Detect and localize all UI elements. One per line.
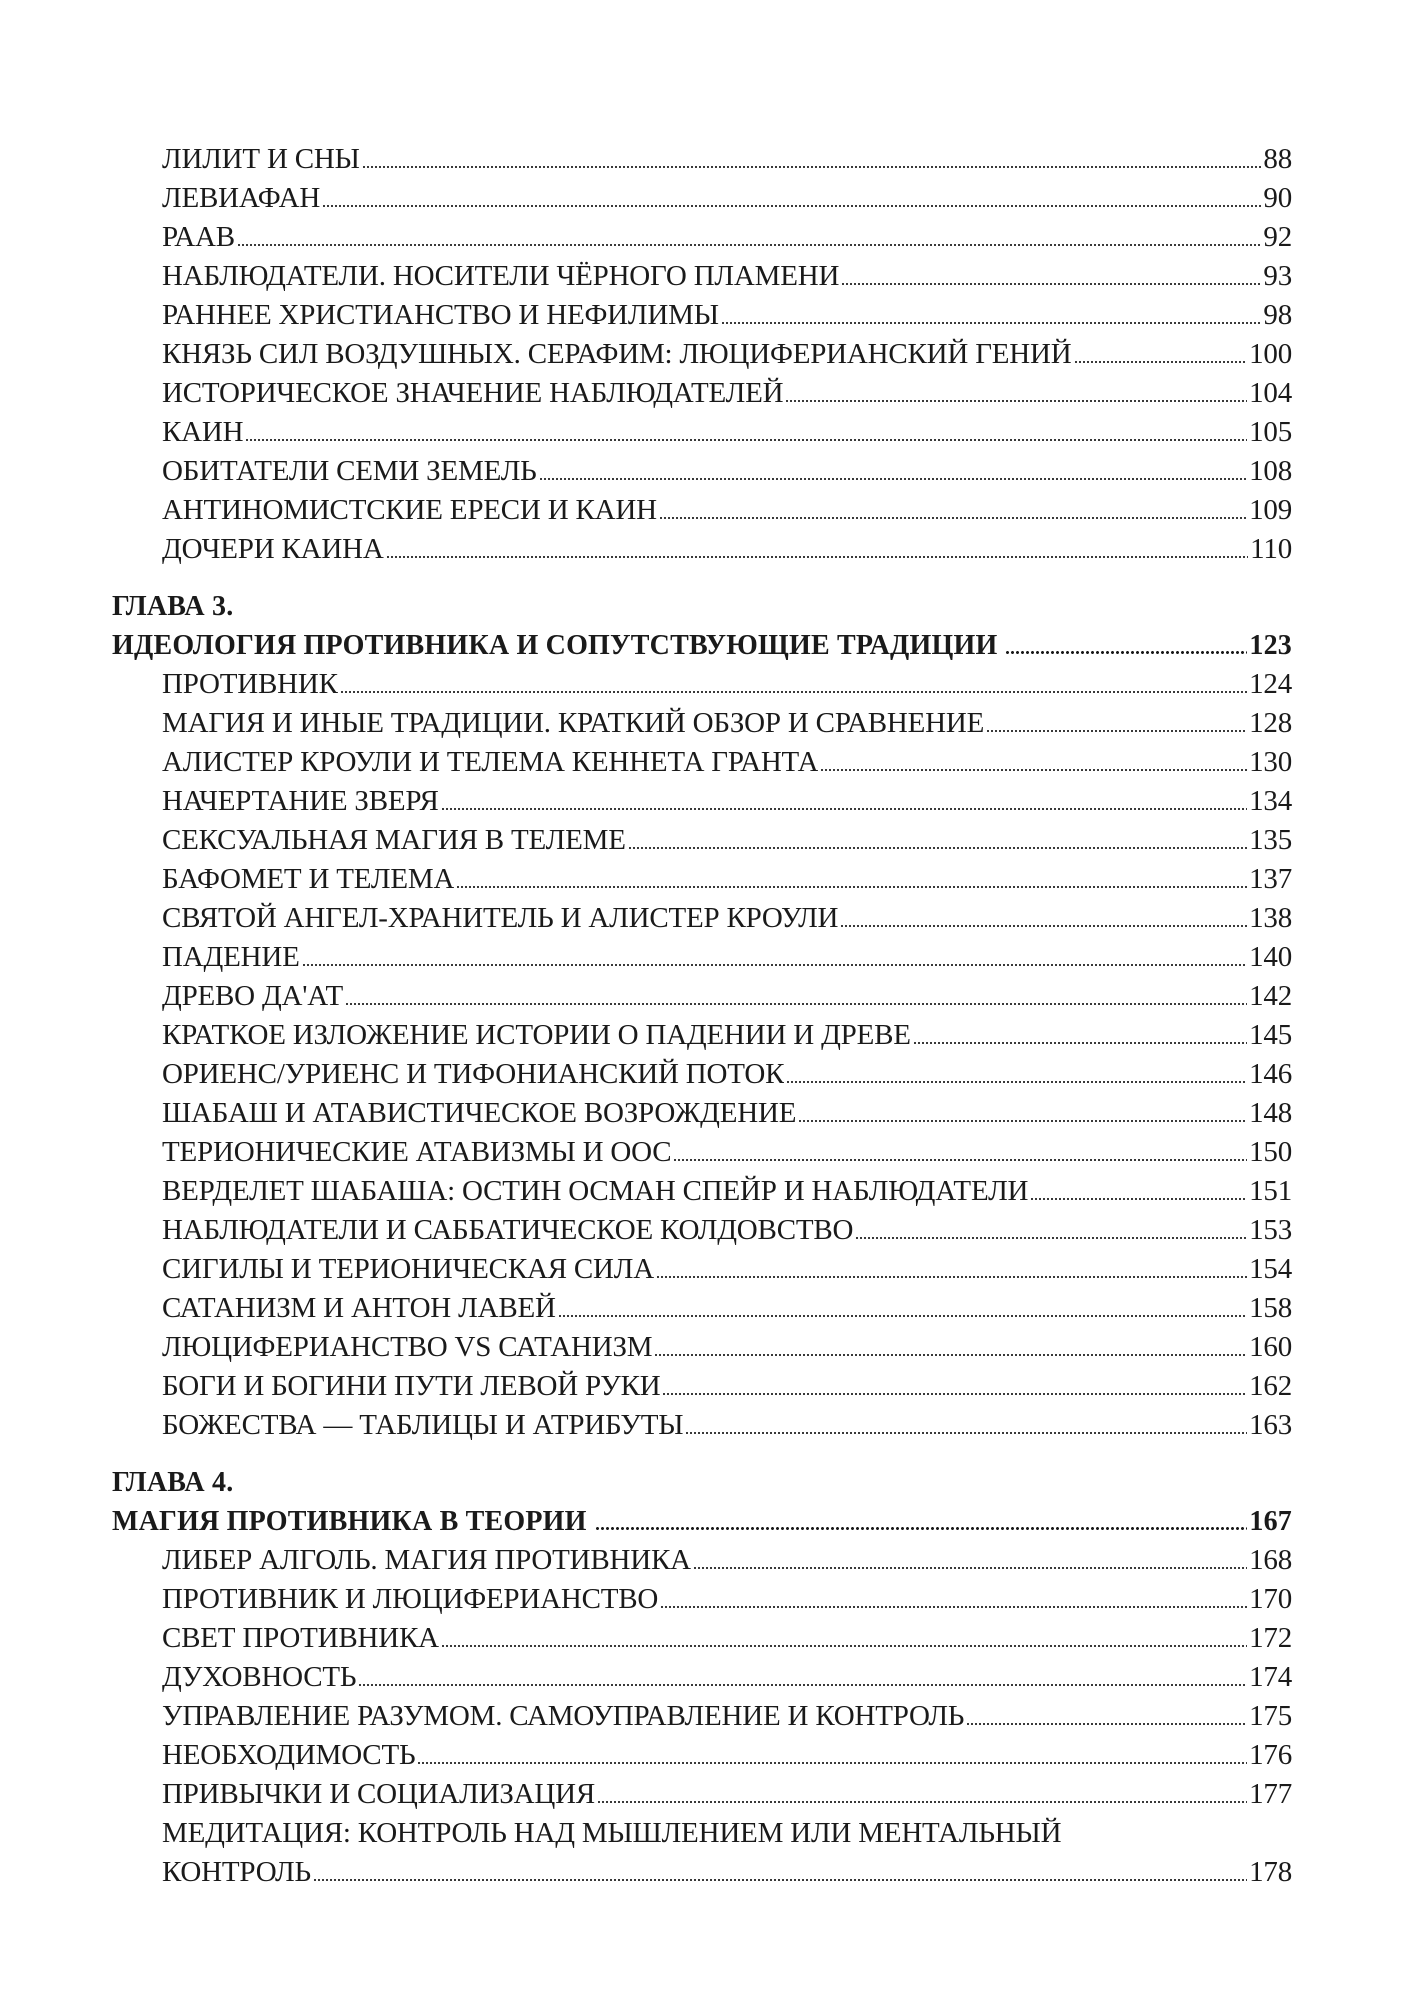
- entry-page: 108: [1249, 455, 1292, 487]
- entry-page: 140: [1249, 941, 1292, 973]
- entry-page: 92: [1263, 221, 1292, 253]
- toc-entry[interactable]: [112, 179, 1292, 218]
- chapter-page: 123: [1249, 630, 1292, 661]
- entry-page: 163: [1249, 1409, 1292, 1441]
- chapter-title: МАГИЯ ПРОТИВНИКА В ТЕОРИИ: [112, 1506, 587, 1537]
- dot-leader: [597, 1800, 1247, 1804]
- toc-entry[interactable]: [112, 1367, 1292, 1406]
- entry-page: 90: [1263, 182, 1292, 214]
- toc-entry[interactable]: [112, 743, 1292, 782]
- entry-title: МАГИЯ И ИНЫЕ ТРАДИЦИИ. КРАТКИЙ ОБЗОР И СРАВНЕНИЕ: [162, 707, 985, 739]
- dot-leader: [1074, 360, 1248, 364]
- toc-entry[interactable]: [112, 782, 1292, 821]
- dot-leader: [660, 1605, 1247, 1609]
- dot-leader: [302, 963, 1248, 967]
- entry-title: АЛИСТЕР КРОУЛИ И ТЕЛЕМА КЕННЕТА ГРАНТА: [162, 746, 819, 778]
- toc-entry[interactable]: [112, 296, 1292, 335]
- entry-title: ЛИБЕР АЛГОЛЬ. МАГИЯ ПРОТИВНИКА: [162, 1544, 691, 1576]
- toc-entry[interactable]: [112, 335, 1292, 374]
- entry-page: 100: [1249, 338, 1292, 370]
- entry-page: 93: [1263, 260, 1292, 292]
- dot-leader: [362, 165, 1262, 169]
- toc-entry[interactable]: [112, 899, 1292, 938]
- toc-entry[interactable]: [112, 1619, 1292, 1658]
- toc-entry[interactable]: [112, 1697, 1292, 1736]
- entry-title: СВЕТ ПРОТИВНИКА: [162, 1622, 439, 1654]
- entry-title: НАБЛЮДАТЕЛИ И САББАТИЧЕСКОЕ КОЛДОВСТВО: [162, 1214, 854, 1246]
- chapter-title: ИДЕОЛОГИЯ ПРОТИВНИКА И СОПУТСТВУЮЩИЕ ТРАДИЦИИ: [112, 630, 998, 661]
- dot-leader: [245, 438, 1247, 442]
- intro-entries: [112, 140, 1292, 569]
- toc-entry[interactable]: [112, 938, 1292, 977]
- entry-title: ПАДЕНИЕ: [162, 941, 300, 973]
- entry-page: 160: [1249, 1331, 1292, 1363]
- dot-leader: [558, 1314, 1247, 1318]
- dot-leader: [820, 768, 1247, 772]
- entry-page: 130: [1249, 746, 1292, 778]
- toc-entry[interactable]: [112, 1055, 1292, 1094]
- entry-title: ДОЧЕРИ КАИНА: [162, 533, 384, 565]
- entry-page: 105: [1249, 416, 1292, 448]
- entry-page: 104: [1249, 377, 1292, 409]
- entry-title: БАФОМЕТ И ТЕЛЕМА: [162, 863, 455, 895]
- entry-title: ДРЕВО ДА'АТ: [162, 980, 344, 1012]
- entry-title: НЕОБХОДИМОСТЬ: [162, 1739, 416, 1771]
- entry-title: НАЧЕРТАНИЕ ЗВЕРЯ: [162, 785, 439, 817]
- entry-title-line2: КОНТРОЛЬ: [162, 1856, 311, 1888]
- chapter-4-entries: [112, 1541, 1292, 1814]
- toc-entry[interactable]: [112, 1289, 1292, 1328]
- toc-entry[interactable]: [112, 704, 1292, 743]
- toc-entry[interactable]: [112, 257, 1292, 296]
- entry-page: 154: [1249, 1253, 1292, 1285]
- toc-entry[interactable]: [112, 374, 1292, 413]
- toc-entry[interactable]: [112, 530, 1292, 569]
- toc-entry[interactable]: [112, 452, 1292, 491]
- entry-page: 128: [1249, 707, 1292, 739]
- entry-line2: [162, 1853, 1292, 1892]
- entry-title: СИГИЛЫ И ТЕРИОНИЧЕСКАЯ СИЛА: [162, 1253, 655, 1285]
- entry-title: РАННЕЕ ХРИСТИАНСТВО И НЕФИЛИМЫ: [162, 299, 719, 331]
- entry-page: 137: [1249, 863, 1292, 895]
- toc-entry[interactable]: [112, 860, 1292, 899]
- toc-entry[interactable]: [112, 1775, 1292, 1814]
- entry-title: БОЖЕСТВА — ТАБЛИЦЫ И АТРИБУТЫ: [162, 1409, 684, 1441]
- dot-leader: [659, 516, 1247, 520]
- chapter-title-line[interactable]: [112, 1502, 1292, 1541]
- dot-leader: [855, 1236, 1247, 1240]
- dot-leader: [656, 1275, 1247, 1279]
- chapter-4: [112, 1463, 1292, 1541]
- entry-page: 168: [1249, 1544, 1292, 1576]
- dot-leader: [654, 1353, 1247, 1357]
- entry-title: ПРИВЫЧКИ И СОЦИАЛИЗАЦИЯ: [162, 1778, 596, 1810]
- entry-page: 176: [1249, 1739, 1292, 1771]
- entry-page: 88: [1263, 143, 1292, 175]
- chapter-3-entries: [112, 665, 1292, 1445]
- entry-title: АНТИНОМИСТСКИЕ ЕРЕСИ И КАИН: [162, 494, 657, 526]
- toc-entry[interactable]: [112, 218, 1292, 257]
- entry-title: ЛЮЦИФЕРИАНСТВО VS САТАНИЗМ: [162, 1331, 653, 1363]
- chapter-label: ГЛАВА 4.: [112, 1467, 234, 1498]
- toc-entry[interactable]: [112, 1580, 1292, 1619]
- dot-leader: [662, 1392, 1247, 1396]
- dot-leader: [841, 282, 1261, 286]
- dot-leader: [313, 1878, 1247, 1882]
- entry-title: ШАБАШ И АТАВИСТИЧЕСКОЕ ВОЗРОЖДЕНИЕ: [162, 1097, 797, 1129]
- dot-leader: [456, 885, 1247, 889]
- entry-title: УПРАВЛЕНИЕ РАЗУМОМ. САМОУПРАВЛЕНИЕ И КОНТРОЛЬ: [162, 1700, 965, 1732]
- dot-leader: [798, 1119, 1247, 1123]
- toc-entry[interactable]: [112, 1328, 1292, 1367]
- dot-leader: [685, 1431, 1247, 1435]
- dot-leader: [441, 807, 1247, 811]
- entry-title: ОБИТАТЕЛИ СЕМИ ЗЕМЕЛЬ: [162, 455, 537, 487]
- entry-page: 153: [1249, 1214, 1292, 1246]
- dot-leader: [1030, 1197, 1247, 1201]
- entry-title: ИСТОРИЧЕСКОЕ ЗНАЧЕНИЕ НАБЛЮДАТЕЛЕЙ: [162, 377, 784, 409]
- entry-title: ПРОТИВНИК: [162, 668, 338, 700]
- dot-leader: [913, 1041, 1247, 1045]
- entry-title: ЛЕВИАФАН: [162, 182, 321, 214]
- dot-leader: [358, 1683, 1247, 1687]
- toc-entry[interactable]: [112, 1250, 1292, 1289]
- toc-entry[interactable]: [112, 491, 1292, 530]
- dot-leader: [1005, 650, 1247, 655]
- dot-leader: [693, 1566, 1247, 1570]
- entry-page: 138: [1249, 902, 1292, 934]
- entry-title: ПРОТИВНИК И ЛЮЦИФЕРИАНСТВО: [162, 1583, 659, 1615]
- entry-page: 145: [1249, 1019, 1292, 1051]
- toc-entry[interactable]: [112, 665, 1292, 704]
- entry-page: 170: [1249, 1583, 1292, 1615]
- entry-title: ЛИЛИТ И СНЫ: [162, 143, 360, 175]
- entry-page: 172: [1249, 1622, 1292, 1654]
- dot-leader: [322, 204, 1261, 208]
- dot-leader: [785, 399, 1247, 403]
- entry-page: 110: [1250, 533, 1292, 565]
- dot-leader: [340, 690, 1247, 694]
- toc-entry-multiline[interactable]: [112, 1814, 1292, 1892]
- entry-title: СВЯТОЙ АНГЕЛ-ХРАНИТЕЛЬ И АЛИСТЕР КРОУЛИ: [162, 902, 839, 934]
- table-of-contents: [112, 140, 1292, 1892]
- entry-title: КНЯЗЬ СИЛ ВОЗДУШНЫХ. СЕРАФИМ: ЛЮЦИФЕРИАНСКИЙ ГЕНИЙ: [162, 338, 1072, 370]
- entry-page: 135: [1249, 824, 1292, 856]
- dot-leader: [786, 1080, 1247, 1084]
- entry-title: КАИН: [162, 416, 244, 448]
- dot-leader: [628, 846, 1247, 850]
- toc-entry[interactable]: [112, 140, 1292, 179]
- entry-title: РААВ: [162, 221, 235, 253]
- dot-leader: [986, 729, 1247, 733]
- dot-leader: [539, 477, 1247, 481]
- entry-title: БОГИ И БОГИНИ ПУТИ ЛЕВОЙ РУКИ: [162, 1370, 661, 1402]
- entry-page: 162: [1249, 1370, 1292, 1402]
- dot-leader: [441, 1644, 1247, 1648]
- entry-page: 146: [1249, 1058, 1292, 1090]
- entry-title-line1: МЕДИТАЦИЯ: КОНТРОЛЬ НАД МЫШЛЕНИЕМ ИЛИ МЕНТАЛЬНЫЙ: [162, 1817, 1062, 1849]
- dot-leader: [386, 555, 1249, 559]
- toc-entry[interactable]: [112, 1736, 1292, 1775]
- entry-page: 148: [1249, 1097, 1292, 1129]
- entry-title: ТЕРИОНИЧЕСКИЕ АТАВИЗМЫ И ООС: [162, 1136, 672, 1168]
- entry-page: 177: [1249, 1778, 1292, 1810]
- entry-page: 151: [1249, 1175, 1292, 1207]
- chapter-page: 167: [1249, 1506, 1292, 1537]
- entry-title: ОРИЕНС/УРИЕНС И ТИФОНИАНСКИЙ ПОТОК: [162, 1058, 785, 1090]
- entry-page: 158: [1249, 1292, 1292, 1324]
- toc-entry[interactable]: [112, 977, 1292, 1016]
- dot-leader: [237, 243, 1262, 247]
- dot-leader: [721, 321, 1262, 325]
- toc-entry[interactable]: [112, 1406, 1292, 1445]
- toc-entry[interactable]: [112, 1658, 1292, 1697]
- entry-title: САТАНИЗМ И АНТОН ЛАВЕЙ: [162, 1292, 556, 1324]
- toc-entry[interactable]: [112, 1016, 1292, 1055]
- entry-page: 124: [1249, 668, 1292, 700]
- toc-entry[interactable]: [112, 413, 1292, 452]
- toc-entry[interactable]: [112, 821, 1292, 860]
- toc-entry[interactable]: [112, 1211, 1292, 1250]
- toc-entry[interactable]: [112, 1094, 1292, 1133]
- entry-page: 175: [1249, 1700, 1292, 1732]
- chapter-label: ГЛАВА 3.: [112, 591, 234, 622]
- entry-page: 174: [1249, 1661, 1292, 1693]
- dot-leader: [840, 924, 1247, 928]
- entry-page: 98: [1263, 299, 1292, 331]
- entry-title: ВЕРДЕЛЕТ ШАБАША: ОСТИН ОСМАН СПЕЙР И НАБЛЮДАТЕЛИ: [162, 1175, 1029, 1207]
- entry-page: 178: [1249, 1856, 1292, 1888]
- entry-page: 134: [1249, 785, 1292, 817]
- toc-entry[interactable]: [112, 1133, 1292, 1172]
- dot-leader: [345, 1002, 1247, 1006]
- toc-entry[interactable]: [112, 1172, 1292, 1211]
- entry-title: НАБЛЮДАТЕЛИ. НОСИТЕЛИ ЧЁРНОГО ПЛАМЕНИ: [162, 260, 840, 292]
- toc-entry[interactable]: [112, 1541, 1292, 1580]
- dot-leader: [595, 1526, 1248, 1531]
- dot-leader: [417, 1761, 1247, 1765]
- entry-page: 109: [1249, 494, 1292, 526]
- entry-title: КРАТКОЕ ИЗЛОЖЕНИЕ ИСТОРИИ О ПАДЕНИИ И ДРЕВЕ: [162, 1019, 911, 1051]
- entry-title: СЕКСУАЛЬНАЯ МАГИЯ В ТЕЛЕМЕ: [162, 824, 626, 856]
- entry-page: 142: [1249, 980, 1292, 1012]
- entry-page: 150: [1249, 1136, 1292, 1168]
- chapter-3: [112, 587, 1292, 665]
- chapter-title-line[interactable]: [112, 626, 1292, 665]
- entry-title: ДУХОВНОСТЬ: [162, 1661, 357, 1693]
- dot-leader: [966, 1722, 1247, 1726]
- dot-leader: [673, 1158, 1247, 1162]
